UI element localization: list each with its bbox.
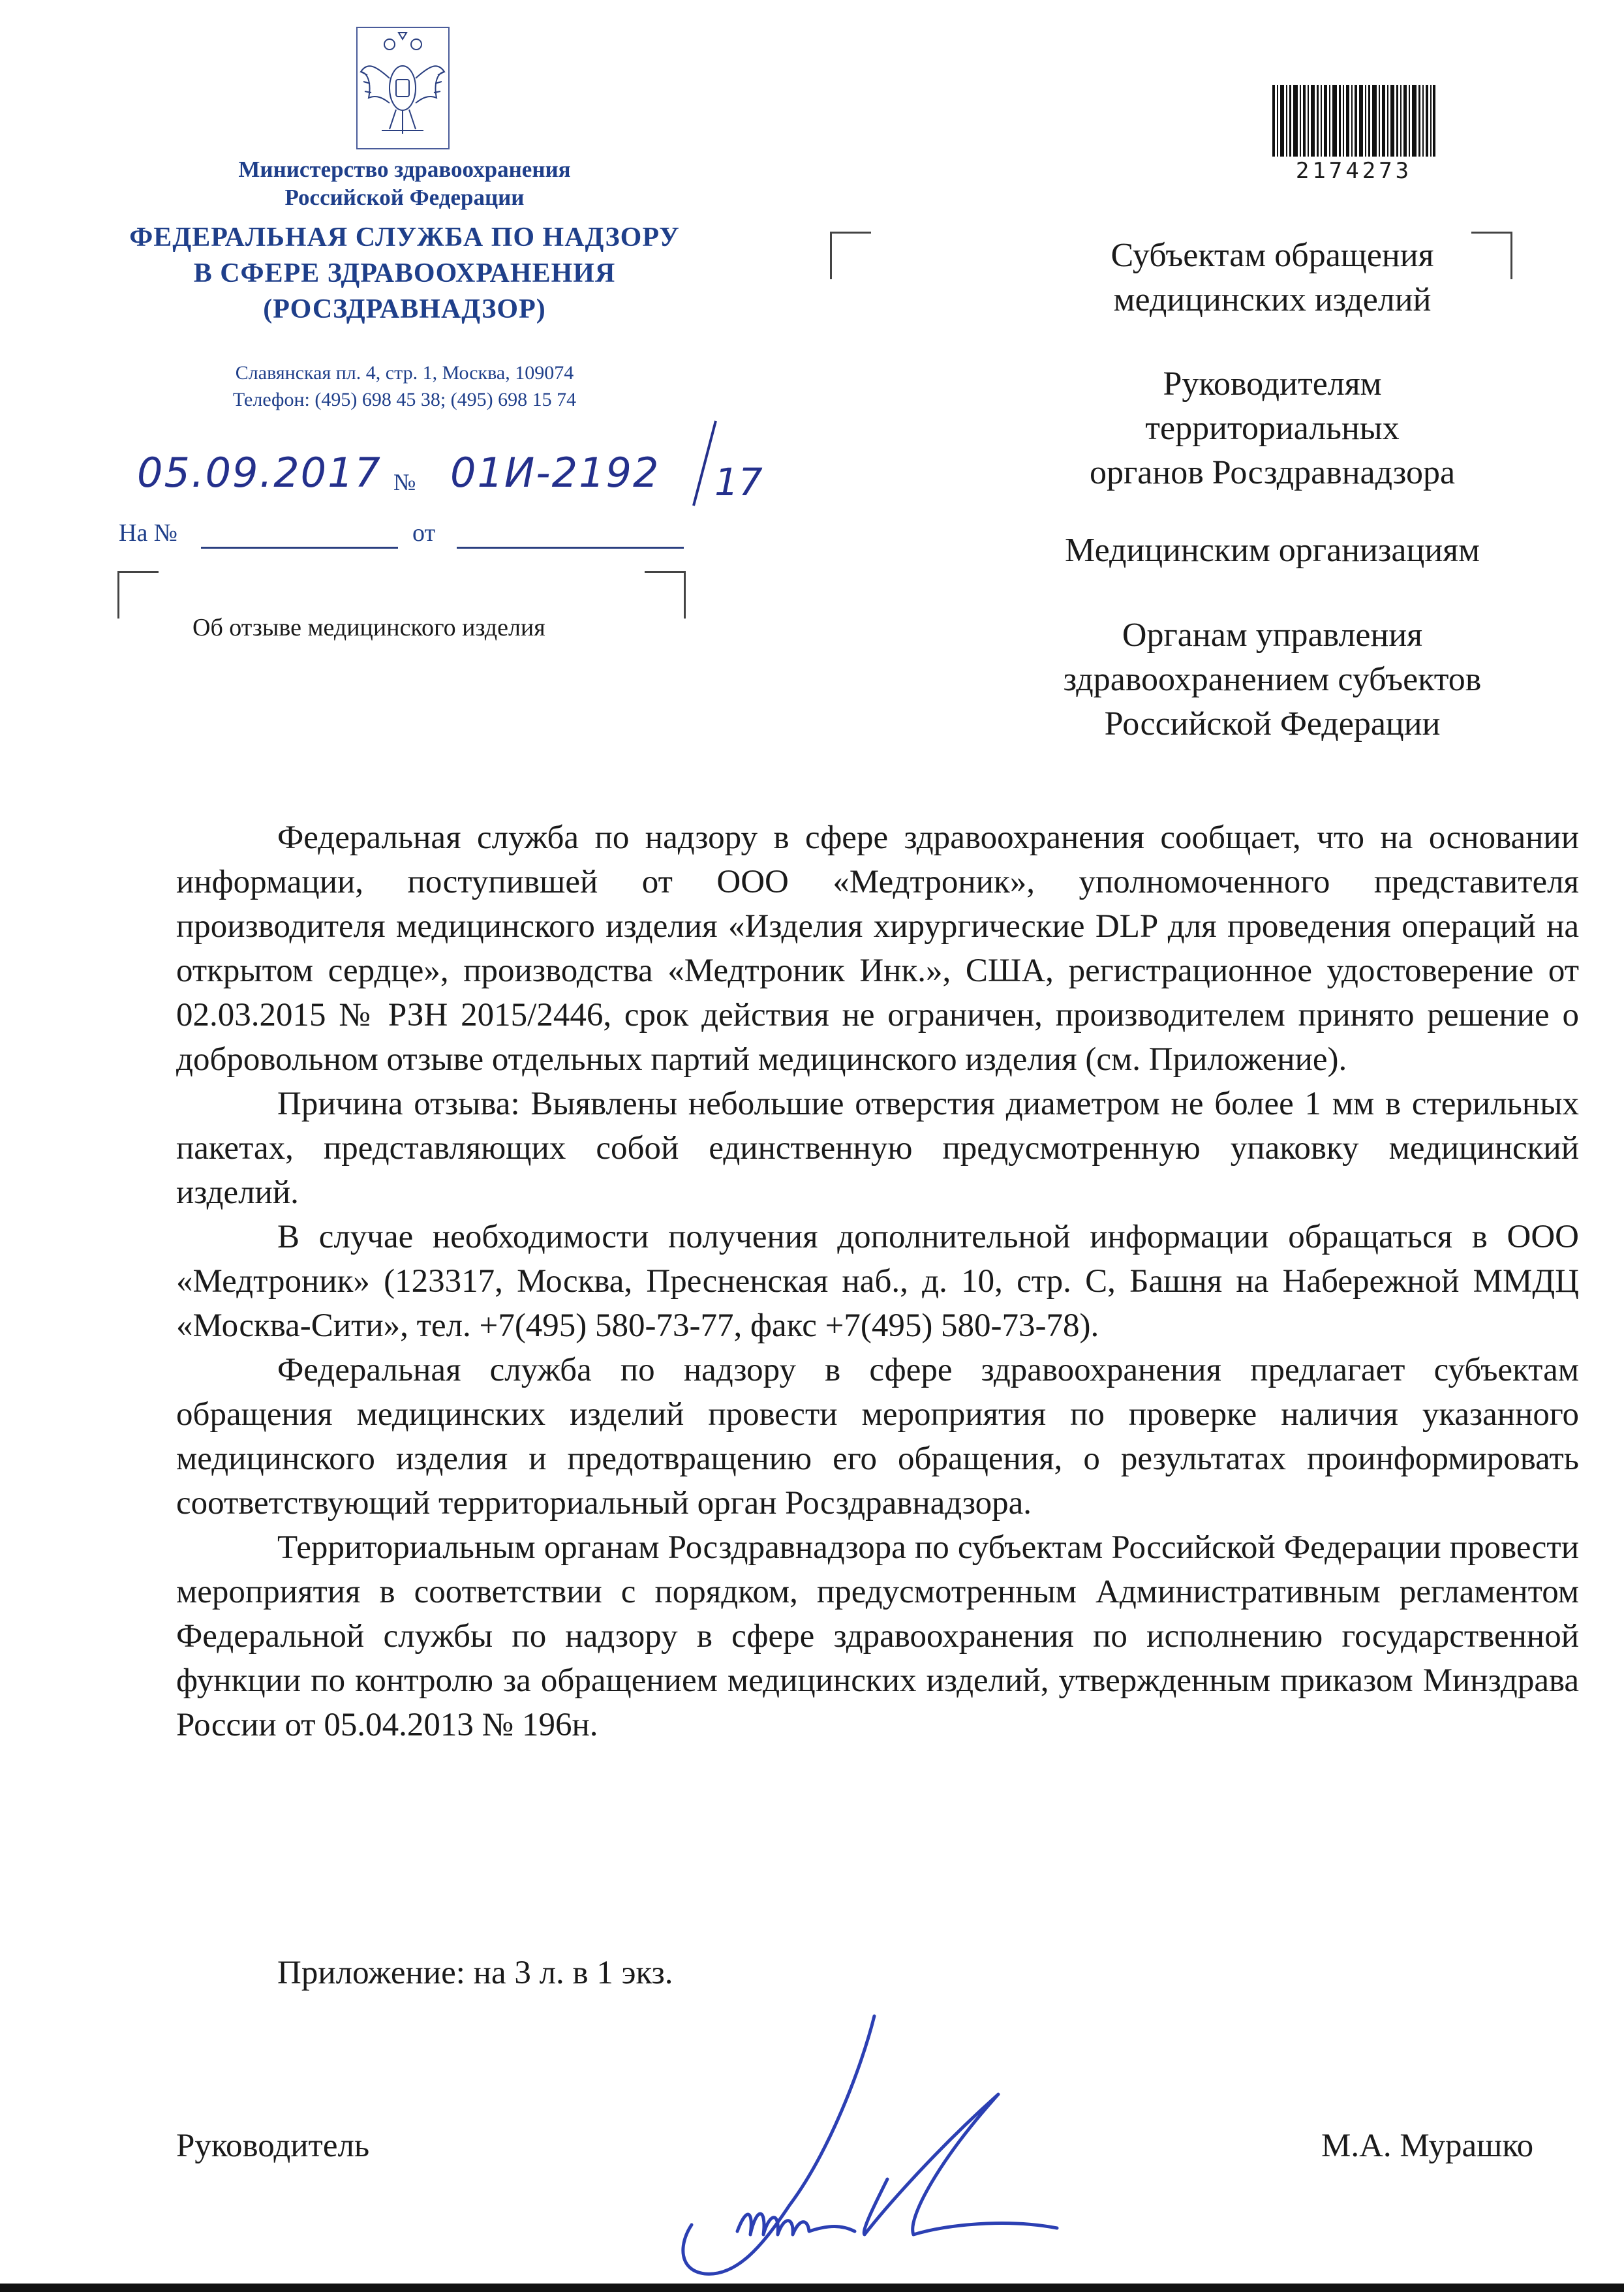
body-paragraph-proposal: Федеральная служба по надзору в сфере здравоохранения предлагает субъектам обращения медицинских изделий провести мероприятия по проверке наличия указанного медицинского изделия и предотвращению его обращения, о результатах проинформировать соответствующий территориальный орган Росздравнадзора. bbox=[176, 1352, 1579, 1521]
ministry-name-line2: Российской Федерации bbox=[284, 185, 525, 210]
addressee-circulation-subjects: Субъектам обращения медицинских изделий bbox=[1111, 237, 1434, 318]
body-paragraph-notice: Федеральная служба по надзору в сфере здравоохранения сообщает, что на основании информации, поступившей от ООО «Медтроник», уполномоченного представителя производителя медицинского изделия «Изделия хирургические DLP для проведения операций на открытом сердце», производства «Медтроник Инк.», США, регистрационное удостоверение от 02.03.2015 № РЗН 2015/2446, срок действия не ограничен, производителем принято решение о добровольном отзыве отдельных партий медицинского изделия (см. Приложение). bbox=[176, 819, 1579, 1078]
attachment-note: Приложение: на 3 л. в 1 экз. bbox=[277, 1955, 673, 1991]
agency-abbreviation: (РОСЗДРАВНАДЗОР) bbox=[263, 294, 546, 324]
outgoing-number-label: № bbox=[393, 469, 416, 495]
signer-title: Руководитель bbox=[176, 2128, 370, 2164]
letter-subject: Об отзыве медицинского изделия bbox=[192, 614, 545, 641]
letter-body bbox=[176, 816, 1579, 1747]
barcode-icon bbox=[1272, 85, 1435, 157]
outgoing-number: 01И-2192 bbox=[450, 449, 660, 497]
scan-edge-bar bbox=[0, 2284, 1624, 2292]
reference-number-label: На № bbox=[119, 519, 178, 547]
reference-number-blank bbox=[201, 547, 398, 549]
agency-name-line1: ФЕДЕРАЛЬНАЯ СЛУЖБА ПО НАДЗОРУ bbox=[129, 222, 680, 252]
barcode-number: 2174273 bbox=[1295, 158, 1413, 184]
outgoing-date: 05.09.2017 bbox=[137, 449, 382, 497]
addressee-territorial-heads: Руководителям территориальных органов Росздравнадзора bbox=[1089, 365, 1456, 491]
ministry-name-line1: Министерство здравоохранения bbox=[238, 157, 571, 182]
signer-name: М.А. Мурашко bbox=[1321, 2128, 1534, 2164]
agency-phones: Телефон: (495) 698 45 38; (495) 698 15 74 bbox=[232, 389, 577, 410]
outgoing-year: 17 bbox=[714, 460, 763, 504]
coat-of-arms-icon bbox=[356, 26, 450, 150]
subject-bracket-left bbox=[117, 571, 159, 619]
agency-name-line2: В СФЕРЕ ЗДРАВООХРАНЕНИЯ bbox=[193, 258, 616, 288]
body-paragraph-reason: Причина отзыва: Выявлены небольшие отверстия диаметром не более 1 мм в стерильных пакетах, представляющих собой единственную предусмотренную упаковку медицинский изделий. bbox=[176, 1086, 1579, 1211]
addressee-bracket-left bbox=[830, 232, 871, 279]
body-paragraph-territorial: Территориальным органам Росздравнадзора по субъектам Российской Федерации провести мероприятия в соответствии с порядком, предусмотренным Административным регламентом Федеральной службы по надзору в сфере здравоохранения по исполнению государственной функции по контролю за обращением медицинских изделий, утвержденным приказом Минздрава России от 05.04.2013 № 196н. bbox=[176, 1529, 1579, 1743]
agency-address: Славянская пл. 4, стр. 1, Москва, 109074 bbox=[235, 362, 574, 384]
addressee-medical-organizations: Медицинским организациям bbox=[1065, 532, 1480, 569]
addressee-health-authorities: Органам управления здравоохранением субъектов Российской Федерации bbox=[1063, 617, 1482, 742]
handwritten-signature bbox=[666, 2009, 1103, 2284]
body-paragraph-contacts: В случае необходимости получения дополнительной информации обращаться в ООО «Медтроник» (123317, Москва, Пресненская наб., д. 10, стр. С, Башня на Набережной ММДЦ «Москва-Сити», тел. +7(495) 580-73-77, факс +7(495) 580-73-78). bbox=[176, 1219, 1579, 1344]
reference-date-blank bbox=[457, 547, 684, 549]
subject-bracket-right bbox=[645, 571, 686, 619]
reference-date-label: от bbox=[412, 519, 436, 547]
